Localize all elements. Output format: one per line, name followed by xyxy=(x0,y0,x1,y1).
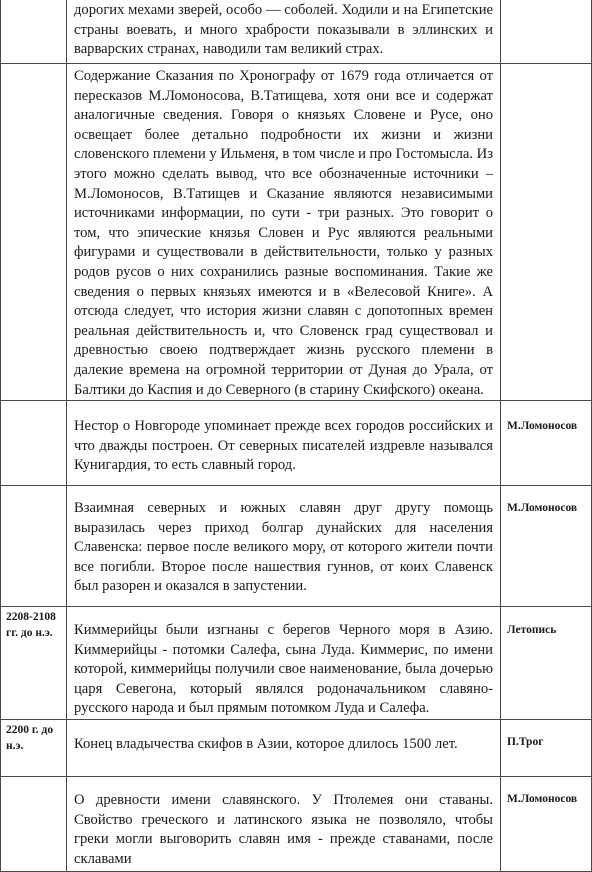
event-text: дорогих мехами зверей, особо — соболей. Ходили и на Египетские страны воевать, и много храбрости показывали в эллинских и варварских странах, наводили там великий страх. xyxy=(74,2,493,58)
event-text-cell xyxy=(67,486,501,607)
table-row xyxy=(1,607,592,720)
event-text: Конец владычества скифов в Азии, которое длилось 1500 лет. xyxy=(74,736,458,753)
table-row xyxy=(1,720,592,777)
event-text: О древности имени славянского. У Птолемея они ставаны. Свойство греческого и латинского языка не позволяло, чтобы греки могли выговорить славян имя - прежде ставанами, после склавами xyxy=(74,792,493,867)
date-cell xyxy=(1,64,67,401)
source-cell: М.Ломоносов xyxy=(501,486,592,607)
date-cell: 2208-2108 гг. до н.э. xyxy=(1,607,67,720)
date-cell: 2200 г. до н.э. xyxy=(1,720,67,777)
source-cell: П.Трог xyxy=(501,720,592,777)
event-text: Киммерийцы были изгнаны с берегов Черного моря в Азию. Киммерийцы - потомки Салефа, сына Луда. Киммерис, по имени которой, киммерийцы получили свое наименование, была дочерью царя Севегона, который являлся родоначальником славяно-русского народа и был прямым потомком Луда и Салефа. xyxy=(74,622,493,717)
event-text: Взаимная северных и южных славян друг другу помощь выразилась через приход болгар дунайских для населения Славенска: первое после великого мору, от которого жители почти все погибли. Второе после нашествия гуннов, от коих Славенск был разорен и оказался в запустении. xyxy=(74,500,493,595)
date-cell xyxy=(1,401,67,486)
event-text-cell xyxy=(67,720,501,777)
event-text-cell xyxy=(67,0,501,64)
table-row xyxy=(1,777,592,872)
source-cell xyxy=(501,64,592,401)
event-text-cell xyxy=(67,607,501,720)
table-row xyxy=(1,0,592,64)
date-cell xyxy=(1,486,67,607)
table-row xyxy=(1,401,592,486)
date-cell xyxy=(1,0,67,64)
source-cell xyxy=(501,0,592,64)
source-cell: Летопись xyxy=(501,607,592,720)
source-cell: М.Ломоносов xyxy=(501,777,592,872)
source-cell: М.Ломоносов xyxy=(501,401,592,486)
event-text: Содержание Сказания по Хронографу от 1679 года отличается от пересказов М.Ломоносова, В.Татищева, хотя они все и содержат аналогичные сведения. Говоря о князьях Словене и Русе, оно освещает более детально подробности их жизни и жизни словенского племени у Ильменя, в том числе и про Гостомысла. Из этого можно сделать вывод, что все обозначенные источники – М.Ломоносов, В.Татищев и Сказание являются независимыми источниками информации, по сути - три разных. Это говорит о том, что эпические князья Словен и Рус являются реальными фигурами и существовали в действительности, только у разных родов русов о них сохранились разные воспоминания. Такие же сведения о первых князьях имеются и в «Велесовой Книге». А отсюда следует, что история жизни славян с допотопных времен реальная действительность и, что Словенск град существовал и древностью своею подтверждает жизнь русского племени в далекие времена на огромной территории от Дуная до Урала, от Балтики до Каспия и до Северного (в старину Скифского) океана. xyxy=(74,68,493,398)
table-row xyxy=(1,486,592,607)
event-text: Нестор о Новгороде упоминает прежде всех городов российских и что дважды построен. От северных писателей издревле назывался Кунигардия, то есть славный город. xyxy=(74,418,493,474)
date-cell xyxy=(1,777,67,872)
table-row xyxy=(1,64,592,401)
event-text-cell xyxy=(67,401,501,486)
event-text-cell xyxy=(67,777,501,872)
event-text-cell xyxy=(67,64,501,401)
